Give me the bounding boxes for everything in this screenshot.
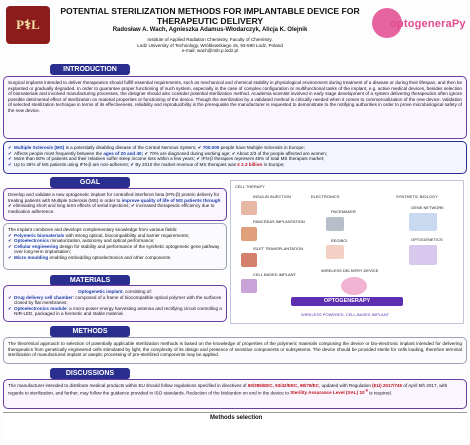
figure-label-gene-network: GENE NETWORK [411, 205, 444, 210]
figure-label-islet: ISLET TRANSPLANTATION [253, 246, 304, 251]
affiliation-line-2: Lodz University of Technology, Wróblewskiego 15, 93-590 Lodz, Poland [137, 42, 283, 48]
fact-row-3: ✔ More than 50% of patients and their relatives suffer steep income loss within a few years; ✔ IFN-β therapies represent 45% of total MS therapies market; [8, 156, 462, 162]
figure-label-eeg: EEG/BCI [331, 238, 348, 243]
optogenerapy-logo [372, 6, 464, 44]
fact-adherence: Up to 35% of MS patients using IFN-β are non-adherent; [14, 161, 129, 167]
discussions-heading: DISCUSSIONS [50, 368, 130, 379]
figure-label-optogenetics: OPTOGENETICS [411, 237, 443, 242]
figure-label-pancreas: PANCREAS IMPLANTATION [253, 219, 305, 224]
materials-intro-highlight: Optogenetic implant [78, 289, 123, 294]
materials-item-2-text: : a micro-power energy harvesting antenna and rectifying circuit controlling a NIR-LED, packaged in a hermetic and stable material. [14, 305, 222, 316]
figure-label-pacemaker: PACEMAKER [331, 209, 356, 214]
figure-footer: WIRELESS POWERED, CELL-BASED IMPLANT [301, 312, 390, 317]
fact-income: More than 50% of patients and their relatives suffer steep income loss within a few years; [14, 156, 195, 161]
fields-list [8, 233, 222, 261]
fact-row-4: ✔ Up to 35% of MS patients using IFN-β are non-adherent; ✔ By 2010 the market revenue of MS therapies was € 2.3 billion in Europe; [8, 162, 462, 168]
figure-label-insulin: INSULIN INJECTION [253, 194, 292, 199]
pancreas-icon [241, 227, 257, 241]
methods-selection-title: Methods selection [210, 415, 263, 421]
materials-item-1-label: Drug delivery cell chamber [14, 294, 73, 300]
discussions-regulation: (EU) 2017/745 [372, 383, 403, 388]
discussions-directives: 90/385/EEC, 93/42/EEC, 98/79/EC [247, 383, 320, 388]
fact-revenue-text: By 2010 the market revenue of MS therapies was [135, 161, 237, 167]
materials-heading: MATERIALS [50, 275, 130, 286]
field-item-label: Micro moulding [14, 254, 49, 260]
goal-heading: GOAL [50, 177, 130, 188]
materials-item-2-label: Optoelectronics module [14, 305, 67, 311]
field-item-label: Polymeric biomaterials [14, 232, 65, 238]
university-logo-text: P⚕L [16, 17, 40, 32]
figure-label-cell-based: CELL BASED IMPLANT [253, 272, 296, 277]
field-item-text: with strong optical, biocompatibility and barrier requirements; [65, 232, 190, 238]
authors: Radosław A. Wach, Agnieszka Adamus-Włodarczyk, Alicja K. Olejnik [112, 27, 308, 33]
figure-label-synthetic: SYNTHETIC BIOLOGY [396, 194, 438, 199]
email: e-mail: wach@mitr.p.lodz.pl [181, 48, 239, 54]
fact-working-age: 70% are diagnosed during working age; [149, 150, 231, 156]
fields-box [3, 223, 227, 270]
pacemaker-icon [326, 217, 344, 231]
discussions-sal [290, 390, 368, 395]
field-item-text: design for stability and performance of the synthetic optogenetic gene pathway over long-term implantation; [14, 243, 220, 254]
facts-box [3, 141, 467, 174]
discussions-text-2: , updated with Regulation [319, 383, 371, 388]
materials-intro-text: , consisting of: [122, 289, 152, 294]
field-item-text: miniaturization, autonomy and optical performance; [50, 238, 155, 243]
discussions-sal-exponent: -6 [364, 388, 368, 393]
goal-point-1: eliminating short and long term effects of serial injections; [13, 203, 130, 208]
optogenetics-icon [409, 245, 437, 265]
figure-label-wireless: WIRELESS DELIVERY DEVICE [321, 268, 379, 273]
figure-label-cell-therapy: CELL THERAPY [235, 184, 265, 189]
fact-ms: Multiple Sclerosis (MS) [14, 145, 65, 150]
fact-row-1: ✔ Multiple Sclerosis (MS) is a potentially disabling disease of the Central Nervous System; ✔ 700.000 people have Multiple Sclerosis in Europe; [8, 145, 462, 151]
fact-women: About 2/3 of the people affected are women; [236, 150, 327, 156]
introduction-box [3, 76, 467, 139]
materials-item-1-text: : composed of a frame of biocompatible optical polymer with the surfaces closed by flat membranes; [14, 294, 222, 305]
introduction-text: Surgical implants intended to deliver therapeutics should fulfill essential requirements, such as mechanical and chemical stability in physiological environment during treatment of a disease or during their lifespan, and then be explanted or gradually degraded. In order to guarantee proper functioning of such system, especially in the case of complex configuration or multifunctional tasks of the implant, e.g. active medical devices, besides selection of biomaterials and involved manufacturing processes, the designer should also consider potential sterilization method. Academia scientist involved in early stage development of a system delivering therapeutics often ignore possible detrimental effect of sterilization on material properties or functioning of the device. Though the sterilization by a validated method is critically needed when it comes to commercialization of the new device. Validation of selected sterilization technique in terms of its effectiveness, reliability and reproducibility is the prerequisite the manufacturer is requested to demonstrate to the notifying authorities in order to prove microbiological safety of the new device. [8, 80, 463, 113]
methods-heading: METHODS [50, 326, 130, 337]
brain-icon [326, 245, 344, 259]
field-item [8, 244, 222, 255]
field-item-text: enabling embedding optoelectronics and other components. [49, 254, 172, 260]
goal-point-2: increased therapeutic efficiency due to medication adherence. [8, 203, 215, 214]
cell-implant-icon [241, 279, 257, 293]
discussions-text-3: of April 5th 2017, with regards to sterilization, and further, may follow the guidance provided in ISO standards. Reduction of the bioburden on end in the device to [8, 383, 448, 396]
fact-market-share: IFN-β therapies represent 45% of total MS therapies market; [201, 156, 325, 161]
syringe-icon [241, 201, 257, 215]
affiliation [60, 37, 360, 54]
goal-box: Develop and validate a new optogenetic implant for controlled interferon beta (IFN-β) protein delivery for treating patients with Multiple Sclerosis (MS) in order to improve quality of life of MS patients through ✔ eliminating short and long term effects of serial injections; ✔ increased therapeutic efficiency due to medication adherence. [3, 188, 227, 221]
discussions-text-1: The manufacturer intended to distribute medical products within EU should follow regulations specified in directives of [8, 383, 247, 388]
goal-text: Develop and validate a new optogenetic implant for controlled interferon beta (IFN-β) protein delivery for treating patients with Multiple Sclerosis (MS) in order to [8, 192, 220, 203]
discussions-sal-text: Sterility Assurance Level (SAL) 10 [290, 390, 365, 396]
gene-network-icon [409, 213, 437, 231]
poster-title: POTENTIAL STERILIZATION METHODS FOR IMPLANTABLE DEVICE FOR THERAPEUTIC DELIVERY [60, 6, 360, 26]
introduction-heading: INTRODUCTION [50, 64, 130, 75]
affiliation-line-1: Institute of Applied Radiation Chemistry, Faculty of Chemistry, [147, 37, 273, 42]
fact-revenue-value: € 2.3 billion [237, 161, 263, 167]
fact-age-range: ages of 20 and 40; [103, 150, 144, 156]
fact-revenue-region: in Europe; [263, 161, 285, 167]
fact-count-desc: people have Multiple Sclerosis in Europe; [220, 145, 305, 150]
field-item [8, 255, 222, 261]
figure-optogenerapy-bar: OPTOGENERAPY [291, 297, 403, 306]
materials-box [3, 285, 227, 322]
materials-item-2 [8, 306, 222, 317]
optogenerapy-figure [230, 180, 464, 324]
university-logo [6, 6, 50, 44]
fact-row-2: ✔ Affects people most frequently between the ages of 20 and 40; ✔ 70% are diagnosed during working age; ✔ About 2/3 of the people affected are women; [8, 151, 462, 157]
methods-box [3, 337, 467, 364]
fields-intro: The implant combines and develops complementary knowledge from various fields: [8, 227, 178, 232]
materials-item-1 [8, 295, 222, 306]
optogenerapy-logo-text: optogeneraPy [390, 18, 466, 30]
figure-label-electronics: ELECTRONICS [311, 194, 340, 199]
islet-icon [241, 253, 257, 267]
discussions-box [3, 379, 467, 409]
discussions-text-4: is required. [369, 390, 392, 396]
fact-ms-desc: is a potentially disabling disease of the Central Nervous System; [65, 145, 197, 150]
fact-count: 700.000 [202, 145, 220, 150]
goal-highlight: improve quality of life of MS patients through [121, 197, 221, 203]
field-item-label: Optoelectronics [14, 238, 49, 243]
implant-icon [341, 277, 367, 295]
field-item-label: Cellular engineering [14, 243, 59, 249]
methods-text: The theoretical approach to selection of potentially applicable sterilization methods is based on the knowledge of properties of the polymeric materials composing the device or bio-electronic implant intended for delivering therapeutics from genetically engineered cells stimulated by light, the complexity of its design and presence of sensitive components or subsystems. The device should be provided sterile for cells loading, therefore terminal sterilization of manufactured implant or aseptic processing of pre-sterilized components may be applied. [8, 341, 462, 357]
fact-age-text: Affects people most frequently between the [14, 150, 103, 156]
